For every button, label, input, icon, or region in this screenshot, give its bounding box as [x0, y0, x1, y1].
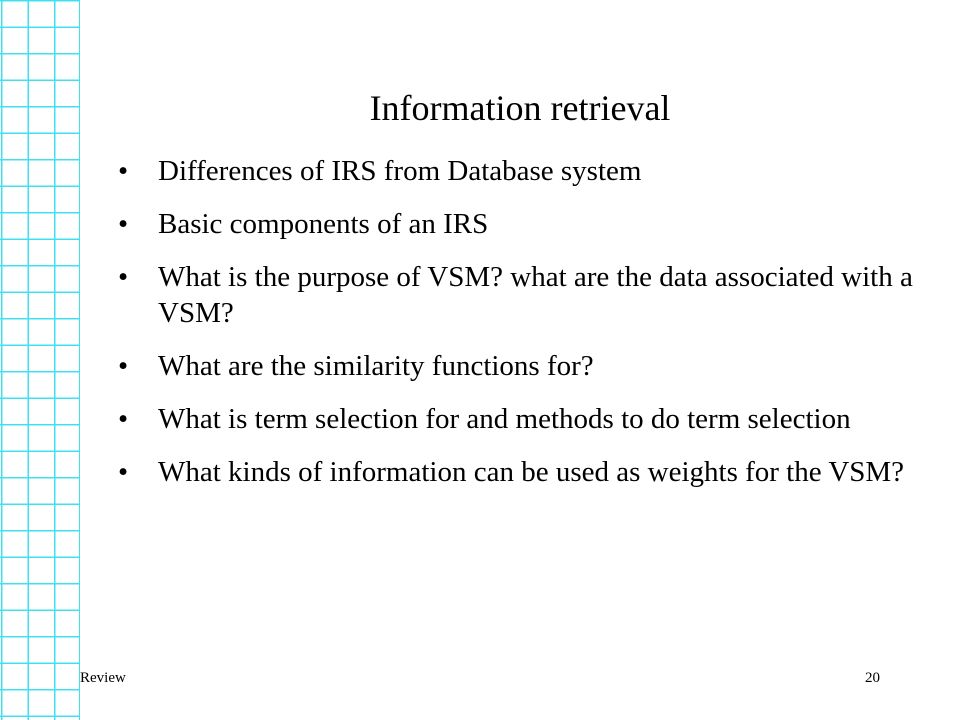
bullet-text: What kinds of information can be used as weights for the VSM? — [158, 456, 905, 488]
bullet-text: What are the similarity functions for? — [158, 350, 594, 382]
slide-title: Information retrieval — [369, 88, 671, 128]
bullet-list — [118, 153, 918, 507]
decorative-grid-strip — [0, 0, 80, 720]
bullet-icon: • — [118, 350, 129, 382]
page-number: 20 — [865, 670, 880, 686]
list-item — [118, 348, 918, 384]
list-item — [118, 153, 918, 189]
bullet-text: Differences of IRS from Database system — [158, 155, 642, 187]
list-item — [118, 206, 918, 242]
bullet-text: What is the purpose of VSM? what are the data associated with a VSM? — [158, 261, 913, 329]
bullet-icon: • — [118, 208, 129, 240]
list-item — [118, 401, 918, 437]
list-item — [118, 259, 918, 331]
bullet-text: Basic components of an IRS — [158, 208, 489, 240]
bullet-icon: • — [118, 261, 129, 293]
bullet-icon: • — [118, 456, 129, 488]
list-item — [118, 454, 918, 490]
bullet-text: What is term selection for and methods to do term selection — [158, 403, 851, 435]
footer-label: Review — [80, 670, 126, 686]
bullet-icon: • — [118, 155, 129, 187]
bullet-icon: • — [118, 403, 129, 435]
